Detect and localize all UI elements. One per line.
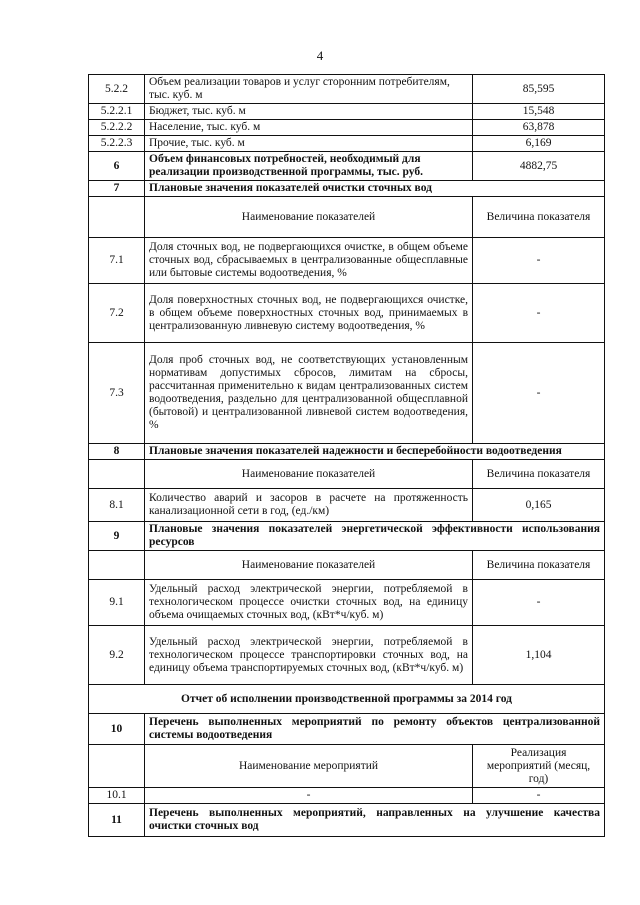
row-number: 9.1	[89, 580, 145, 626]
indicator-value-header: Величина показателя	[473, 197, 605, 238]
table-row	[89, 104, 605, 120]
row-value: 6,169	[473, 136, 605, 152]
table-row	[89, 284, 605, 343]
row-number: 7.2	[89, 284, 145, 343]
section-title: Плановые значения показателей надежности и бесперебойности водоотведения	[145, 444, 605, 460]
row-number: 5.2.2.2	[89, 120, 145, 136]
page-number: 4	[316, 48, 324, 63]
section-row-10	[89, 714, 605, 745]
column-header-row	[89, 197, 605, 238]
row-text: Доля поверхностных сточных вод, не подвергающихся очистке, в общем объеме поверхностных сточных вод, принимаемых в централизованную ливневую систему водоотведения, %	[145, 284, 473, 343]
row-text: Объем реализации товаров и услуг сторонним потребителям, тыс. куб. м	[145, 75, 473, 104]
indicator-value-header: Величина показателя	[473, 551, 605, 580]
row-value: 4882,75	[473, 152, 605, 181]
table-row	[89, 580, 605, 626]
row-value: -	[473, 238, 605, 284]
table-row	[89, 489, 605, 522]
column-header-row	[89, 745, 605, 788]
section-number: 9	[89, 522, 145, 551]
row-number: 7.1	[89, 238, 145, 284]
row-text: Объем финансовых потребностей, необходимый для реализации производственной программы, тыс. руб.	[145, 152, 473, 181]
indicator-name-header: Наименование показателей	[145, 197, 473, 238]
row-text: Население, тыс. куб. м	[145, 120, 473, 136]
section-number: 10	[89, 714, 145, 745]
row-value: 1,104	[473, 626, 605, 685]
row-value: -	[473, 284, 605, 343]
section-title: Плановые значения показателей энергетической эффективности использования ресурсов	[145, 522, 605, 551]
column-header-row	[89, 460, 605, 489]
row-number: 5.2.2.1	[89, 104, 145, 120]
section-title: Перечень выполненных мероприятий, направленных на улучшение качества очистки сточных вод	[145, 804, 605, 837]
section-row-9	[89, 522, 605, 551]
section-number: 7	[89, 181, 145, 197]
row-value: 0,165	[473, 489, 605, 522]
report-title: Отчет об исполнении производственной программы за 2014 год	[89, 685, 605, 714]
table-row	[89, 788, 605, 804]
production-program-table	[88, 74, 605, 837]
row-value: -	[473, 580, 605, 626]
row-number: 7.3	[89, 343, 145, 444]
row-value: 15,548	[473, 104, 605, 120]
measure-value-header: Реализация мероприятий (месяц, год)	[473, 745, 605, 788]
table-row	[89, 626, 605, 685]
section-row-8	[89, 444, 605, 460]
table-row	[89, 238, 605, 284]
indicator-name-header: Наименование показателей	[145, 460, 473, 489]
table-row	[89, 152, 605, 181]
row-text: Бюджет, тыс. куб. м	[145, 104, 473, 120]
section-row-7	[89, 181, 605, 197]
row-value: 63,878	[473, 120, 605, 136]
section-title: Плановые значения показателей очистки сточных вод	[145, 181, 605, 197]
section-title: Перечень выполненных мероприятий по ремонту объектов централизованной системы водоотведения	[145, 714, 605, 745]
table-row	[89, 75, 605, 104]
row-number: 5.2.2.3	[89, 136, 145, 152]
row-number: 10.1	[89, 788, 145, 804]
measure-name-header: Наименование мероприятий	[145, 745, 473, 788]
row-number: 6	[89, 152, 145, 181]
indicator-value-header: Величина показателя	[473, 460, 605, 489]
row-text: Доля сточных вод, не подвергающихся очистке, в общем объеме сточных вод, сбрасываемых в централизованные общесплавные или бытовые системы водоотведения, %	[145, 238, 473, 284]
row-text: Удельный расход электрической энергии, потребляемой в технологическом процессе транспортировки сточных вод, на единицу объема транспортируемых сточных вод, (кВт*ч/куб. м)	[145, 626, 473, 685]
row-text: Количество аварий и засоров в расчете на протяженность канализационной сети в год, (ед./км)	[145, 489, 473, 522]
row-value: 85,595	[473, 75, 605, 104]
report-title-row	[89, 685, 605, 714]
table-row	[89, 343, 605, 444]
row-value: -	[473, 343, 605, 444]
table-row	[89, 120, 605, 136]
row-value: -	[473, 788, 605, 804]
row-text: -	[145, 788, 473, 804]
row-text: Удельный расход электрической энергии, потребляемой в технологическом процессе очистки сточных вод, на единицу объема очищаемых сточных вод, (кВт*ч/куб. м)	[145, 580, 473, 626]
section-number: 11	[89, 804, 145, 837]
column-header-row	[89, 551, 605, 580]
row-text: Доля проб сточных вод, не соответствующих установленным нормативам допустимых сбросов, лимитам на сбросы, рассчитанная применительно к видам централизованных систем водоотведения, раздельно для централизованной общесплавной (бытовой) и централизованной ливневой систем водоотведения, %	[145, 343, 473, 444]
row-number: 8.1	[89, 489, 145, 522]
row-number: 9.2	[89, 626, 145, 685]
table-row	[89, 136, 605, 152]
section-row-11	[89, 804, 605, 837]
indicator-name-header: Наименование показателей	[145, 551, 473, 580]
section-number: 8	[89, 444, 145, 460]
row-text: Прочие, тыс. куб. м	[145, 136, 473, 152]
row-number: 5.2.2	[89, 75, 145, 104]
